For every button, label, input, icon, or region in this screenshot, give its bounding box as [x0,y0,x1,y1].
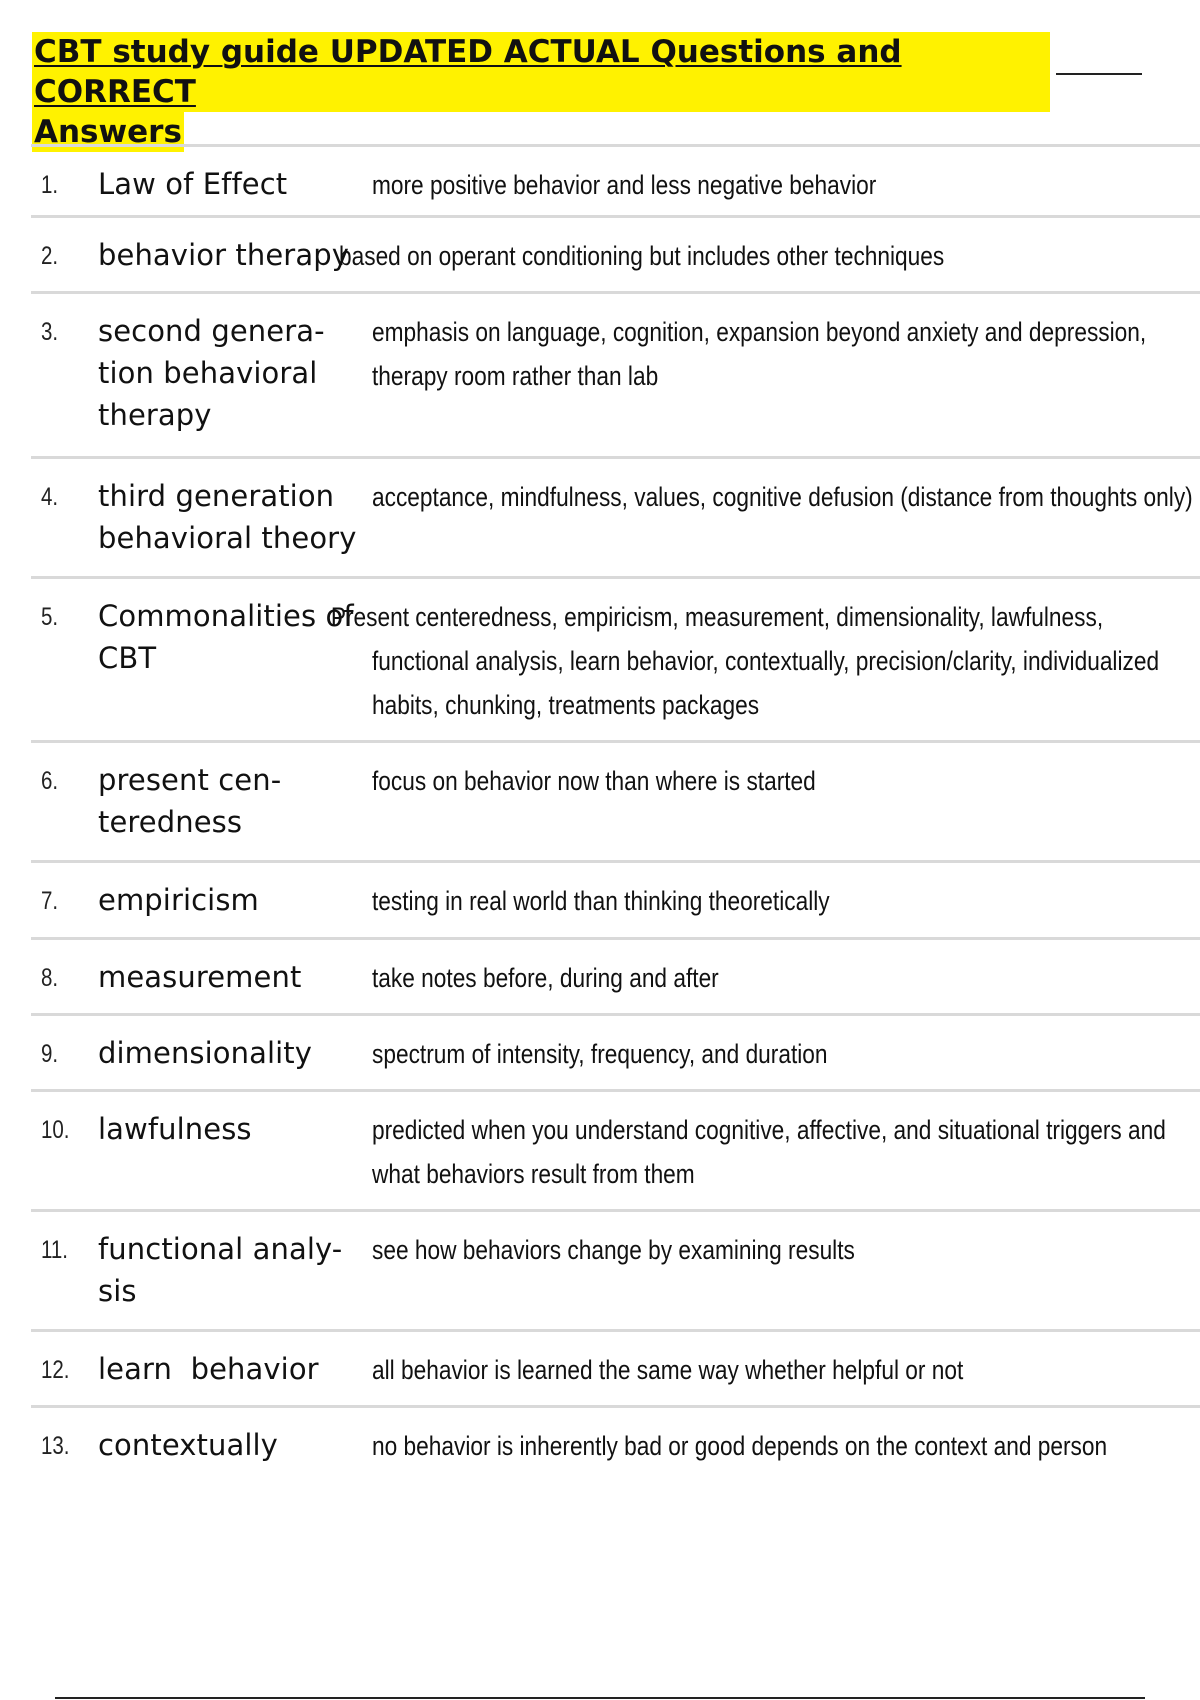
entry-number: 10. [41,1116,70,1144]
title-rule [1056,73,1142,75]
entry-term [98,234,349,276]
title-text-line-1: CBT study guide UPDATED ACTUAL Questions and CORRECT [32,32,1050,112]
entry-row [31,294,1200,459]
document-title [32,32,1142,152]
definition-line: what behaviors result from them [372,1159,695,1189]
term-line: present cen- [98,763,282,797]
term-line: CBT [98,641,157,675]
entry-definition [372,475,1193,519]
entry-definition [330,595,1160,727]
entry-definition [372,1348,963,1392]
entry-number: 2. [41,242,59,270]
entry-number: 1. [41,171,59,199]
term-line: teredness [98,805,243,839]
entry-definition [372,1228,855,1272]
entry-definition [372,1032,828,1076]
entry-number: 4. [41,483,59,511]
entry-row [31,147,1200,218]
term-line: behavior therapy [98,238,349,272]
definition-line: emphasis on language, cognition, expansion beyond anxiety and depression, [372,317,1147,347]
term-line: learn behavior [98,1352,319,1386]
term-line: contextually [98,1428,278,1462]
definition-line: testing in real world than thinking theoretically [372,886,830,916]
definition-line: acceptance, mindfulness, values, cognitive defusion (distance from thoughts only) [372,482,1193,512]
entry-row [31,1332,1200,1408]
entry-number: 12. [41,1356,70,1384]
definition-line: take notes before, during and after [372,963,719,993]
term-line: therapy [98,398,212,432]
term-line: empiricism [98,883,259,917]
entry-definition [372,879,830,923]
entry-term [98,595,354,679]
entry-row [31,863,1200,940]
term-line: lawfulness [98,1112,252,1146]
definition-line: spectrum of intensity, frequency, and duration [372,1039,828,1069]
entry-term [98,1348,319,1390]
entry-number: 9. [41,1040,59,1068]
entry-term [98,310,325,436]
definition-line: no behavior is inherently bad or good depends on the context and person [372,1431,1108,1461]
entry-term [98,879,259,921]
definition-line: functional analysis, learn behavior, contextually, precision/clarity, individualized [372,646,1160,676]
definition-line: Present centeredness, empiricism, measurement, dimensionality, lawfulness, [330,602,1104,632]
definition-line: see how behaviors change by examining results [372,1235,855,1265]
entry-row [31,940,1200,1016]
entry-term [98,475,356,559]
entry-number: 11. [41,1236,68,1264]
term-line: dimensionality [98,1036,313,1070]
title-line-1 [32,32,1142,112]
entry-row [31,1408,1200,1484]
entry-definition [372,1424,1107,1468]
definition-line: predicted when you understand cognitive, affective, and situational triggers and [372,1115,1166,1145]
entry-number: 8. [41,964,59,992]
entry-term [98,163,287,205]
entry-row [31,1016,1200,1092]
entry-row [31,1092,1200,1212]
term-line: third generation [98,479,335,513]
term-line: Commonalities of [98,599,354,633]
entry-definition [339,234,944,278]
entry-number: 7. [41,887,59,915]
entry-number: 5. [41,603,59,631]
term-line: sis [98,1274,137,1308]
entry-row [31,579,1200,743]
entry-definition [372,310,1146,398]
page-bottom-rule [55,1697,1145,1699]
definition-line: habits, chunking, treatments packages [372,690,760,720]
term-line: second genera- [98,314,325,348]
definition-line: based on operant conditioning but includes other techniques [339,241,945,271]
entry-row [31,218,1200,294]
term-line: behavioral theory [98,521,357,555]
entry-term [98,1032,312,1074]
definition-line: more positive behavior and less negative behavior [372,170,877,200]
entry-row [31,743,1200,863]
term-line: Law of Effect [98,167,288,201]
entry-definition [372,1108,1166,1196]
entry-term [98,956,301,998]
entry-term [98,1228,342,1312]
entry-row [31,1212,1200,1332]
term-list [31,144,1200,1484]
entry-term [98,1108,252,1150]
entry-definition [372,956,719,1000]
entry-number: 13. [41,1432,70,1460]
term-line: measurement [98,960,302,994]
entry-definition [372,163,876,207]
term-line: functional analy- [98,1232,343,1266]
entry-row [31,459,1200,579]
title-text-line-2: Answers [34,114,182,150]
entry-number: 3. [41,318,59,346]
definition-line: all behavior is learned the same way whether helpful or not [372,1355,964,1385]
entry-term [98,1424,278,1466]
term-line: tion behavioral [98,356,318,390]
entry-term [98,759,281,843]
definition-line: therapy room rather than lab [372,361,659,391]
entry-definition [372,759,816,803]
entry-number: 6. [41,767,59,795]
definition-line: focus on behavior now than where is started [372,766,816,796]
